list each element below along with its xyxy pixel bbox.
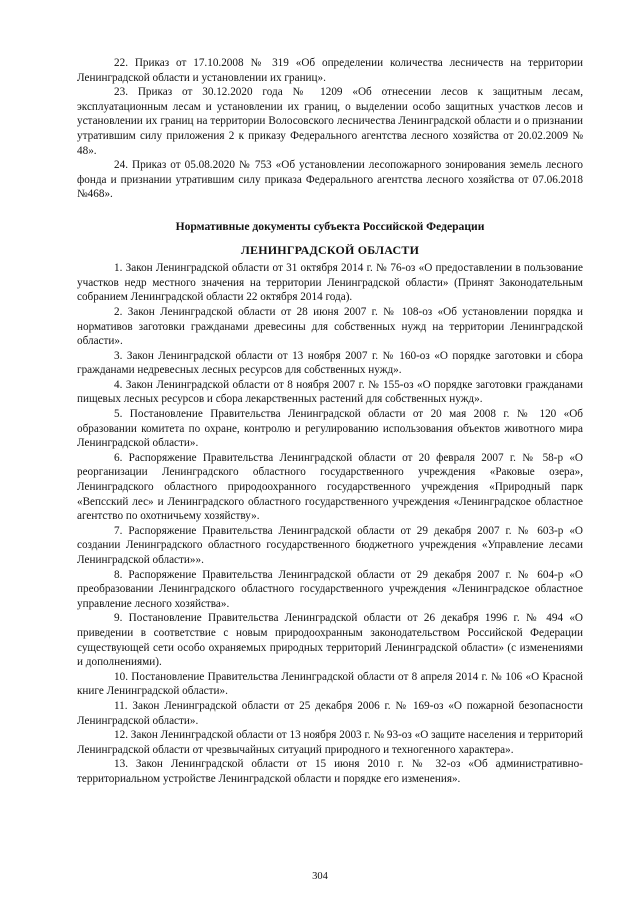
list-item-22: 22. Приказ от 17.10.2008 № 319 «Об определении количества лесничеств на территории Ленинградской области и установлении их границ». bbox=[77, 57, 583, 84]
regional-item-3: 3. Закон Ленинградской области от 13 ноября 2007 г. № 160-оз «О порядке заготовки и сбора гражданами недревесных лесных ресурсов для собственных нужд». bbox=[77, 349, 583, 377]
section-heading: Нормативные документы субъекта Российской Федерации bbox=[175, 219, 485, 233]
document-page bbox=[77, 56, 583, 787]
list-item-23: 23. Приказ от 30.12.2020 года № 1209 «Об отнесении лесов к защитным лесам, эксплуатационным лесам и установлении их границ, о выделении особо защитных участков лесов и установлении их границ на территории Волосовского лесничества Ленинградской области и о признании утратившим силу приложения 2 к приказу Федерального агентства лесного хозяйства от 20.02.2009 № 48». bbox=[77, 86, 583, 157]
regional-item-6: 6. Распоряжение Правительства Ленинградской области от 20 февраля 2007 г. № 58-р «О реорганизации Ленинградского областного государственного учреждения «Раковые озера», Ленинградского областного природоохранного государственного учреждения «Природный парк «Вепсский лес» и Ленинградского областного государственного учреждения «Ленинградское областное агентство по охотничьему хозяйству». bbox=[77, 451, 583, 523]
list-item-24: 24. Приказ от 05.08.2020 № 753 «Об установлении лесопожарного зонирования земель лесного фонда и признании утратившим силу приказа Федерального агентства лесного хозяйства от 07.06.2018 №468». bbox=[77, 159, 583, 201]
regional-item-12: 12. Закон Ленинградской области от 13 ноября 2003 г. № 93-оз «О защите населения и территорий Ленинградской области от чрезвычайных ситуаций природного и техногенного характера». bbox=[77, 729, 583, 756]
page-number: 304 bbox=[312, 871, 328, 882]
regional-item-13: 13. Закон Ленинградской области от 15 июня 2010 г. № 32-оз «Об административно-территориальном устройстве Ленинградской области и порядке его изменения». bbox=[77, 758, 583, 785]
regional-item-2: 2. Закон Ленинградской области от 28 июня 2007 г. № 108-оз «Об установлении порядка и нормативов заготовки гражданами древесины для собственных нужд на территории Ленинградской области». bbox=[77, 305, 583, 348]
regional-item-11: 11. Закон Ленинградской области от 25 декабря 2006 г. № 169-оз «О пожарной безопасности Ленинградской области». bbox=[77, 699, 583, 727]
regional-item-9: 9. Постановление Правительства Ленинградской области от 26 декабря 1996 г. № 494 «О приведении в соответствие с новым природоохранным законодательством Российской Федерации существующей сети особо охраняемых природных территорий Ленинградской области» (с изменениями и дополнениями). bbox=[77, 612, 583, 669]
regional-item-5: 5. Постановление Правительства Ленинградской области от 20 мая 2008 г. № 120 «Об образовании комитета по охране, контролю и регулированию использования объектов животного мира Ленинградской области». bbox=[77, 408, 583, 450]
regional-item-4: 4. Закон Ленинградской области от 8 ноября 2007 г. № 155-оз «О порядке заготовки гражданами пищевых лесных ресурсов и сбора лекарственных растений для собственных нужд». bbox=[77, 378, 583, 406]
regional-item-1: 1. Закон Ленинградской области от 31 октября 2014 г. № 76-оз «О предоставлении в пользование участков недр местного значения на территории Ленинградской области» (Принят Законодательным собранием Ленинградской области 22 октября 2014 года). bbox=[77, 262, 583, 304]
regional-item-7: 7. Распоряжение Правительства Ленинградской области от 29 декабря 2007 г. № 603-р «О создании Ленинградского областного государственного бюджетного учреждения «Управление лесами Ленинградской области»». bbox=[77, 524, 583, 566]
regional-item-8: 8. Распоряжение Правительства Ленинградской области от 29 декабря 2007 г. № 604-р «О преобразовании Ленинградского областного государственного учреждения «Ленинградское областное управление лесного хозяйства». bbox=[77, 568, 583, 610]
region-heading: ЛЕНИНГРАДСКОЙ ОБЛАСТИ bbox=[240, 242, 420, 257]
section-spacer bbox=[77, 202, 583, 216]
regional-item-10: 10. Постановление Правительства Ленинградской области от 8 апреля 2014 г. № 106 «О Красной книге Ленинградской области». bbox=[77, 670, 583, 698]
